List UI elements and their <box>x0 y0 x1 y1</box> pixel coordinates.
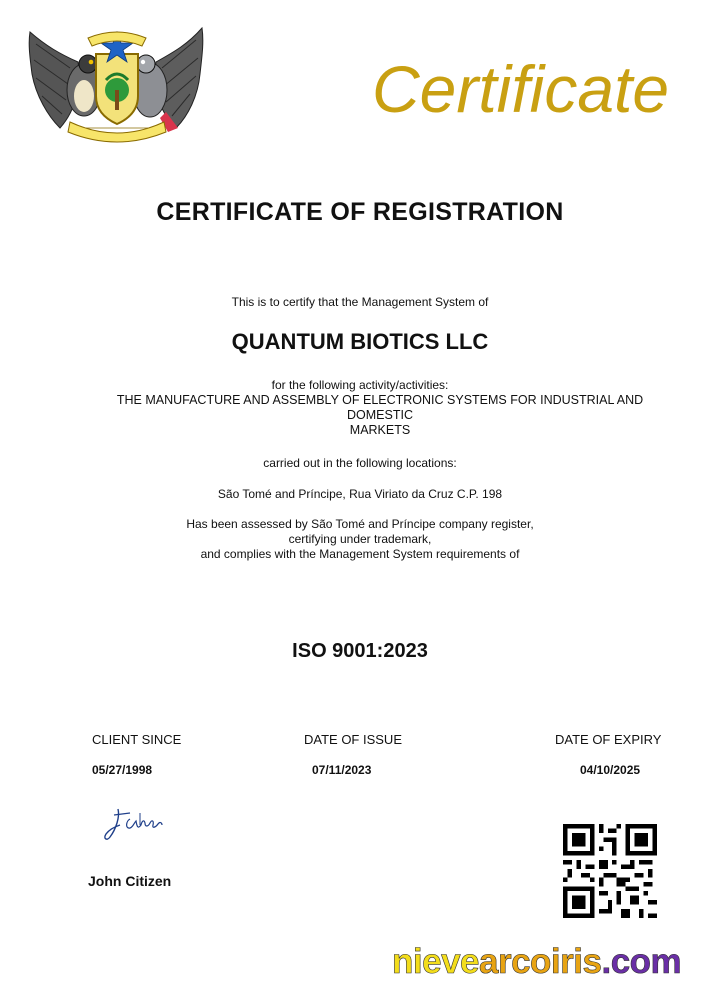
assessment-line: certifying under trademark, <box>288 532 432 546</box>
certificate-heading-word: Certificate <box>372 52 670 126</box>
locations-intro: carried out in the following locations: <box>263 456 457 470</box>
location-address: São Tomé and Príncipe, Rua Viriato da Cruz C.P. 198 <box>217 487 503 501</box>
expiry-date-label: DATE OF EXPIRY <box>555 732 662 747</box>
intro-text: This is to certify that the Management System of <box>231 295 489 309</box>
activity-description <box>80 393 680 438</box>
activity-line: MARKETS <box>349 423 411 437</box>
activity-line: DOMESTIC <box>347 408 413 422</box>
expiry-date-value: 04/10/2025 <box>580 763 641 777</box>
signer-name: John Citizen <box>88 873 172 889</box>
iso-standard: ISO 9001:2023 <box>292 640 428 662</box>
qr-code[interactable] <box>563 824 657 918</box>
issue-date-label: DATE OF ISSUE <box>304 732 402 747</box>
company-name: QUANTUM BIOTICS LLC <box>231 329 489 354</box>
assessment-line: Has been assessed by São Tomé and Príncipe company register, <box>186 517 534 531</box>
watermark-part: .com <box>601 942 682 981</box>
issue-date-value: 07/11/2023 <box>312 763 372 777</box>
watermark-part: arcoiris <box>479 942 602 981</box>
watermark-part: nieve <box>392 942 479 981</box>
coat-of-arms-emblem <box>26 24 206 146</box>
activity-line: THE MANUFACTURE AND ASSEMBLY OF ELECTRONIC SYSTEMS FOR INDUSTRIAL AND <box>116 393 644 407</box>
assessment-line: and complies with the Management System requirements of <box>200 547 520 561</box>
watermark <box>392 942 681 982</box>
activity-intro: for the following activity/activities: <box>271 378 449 392</box>
page-title: CERTIFICATE OF REGISTRATION <box>156 198 564 226</box>
client-since-value: 05/27/1998 <box>92 763 153 777</box>
client-since-label: CLIENT SINCE <box>92 732 182 747</box>
assessment-statement <box>0 517 720 562</box>
signature <box>100 803 170 847</box>
